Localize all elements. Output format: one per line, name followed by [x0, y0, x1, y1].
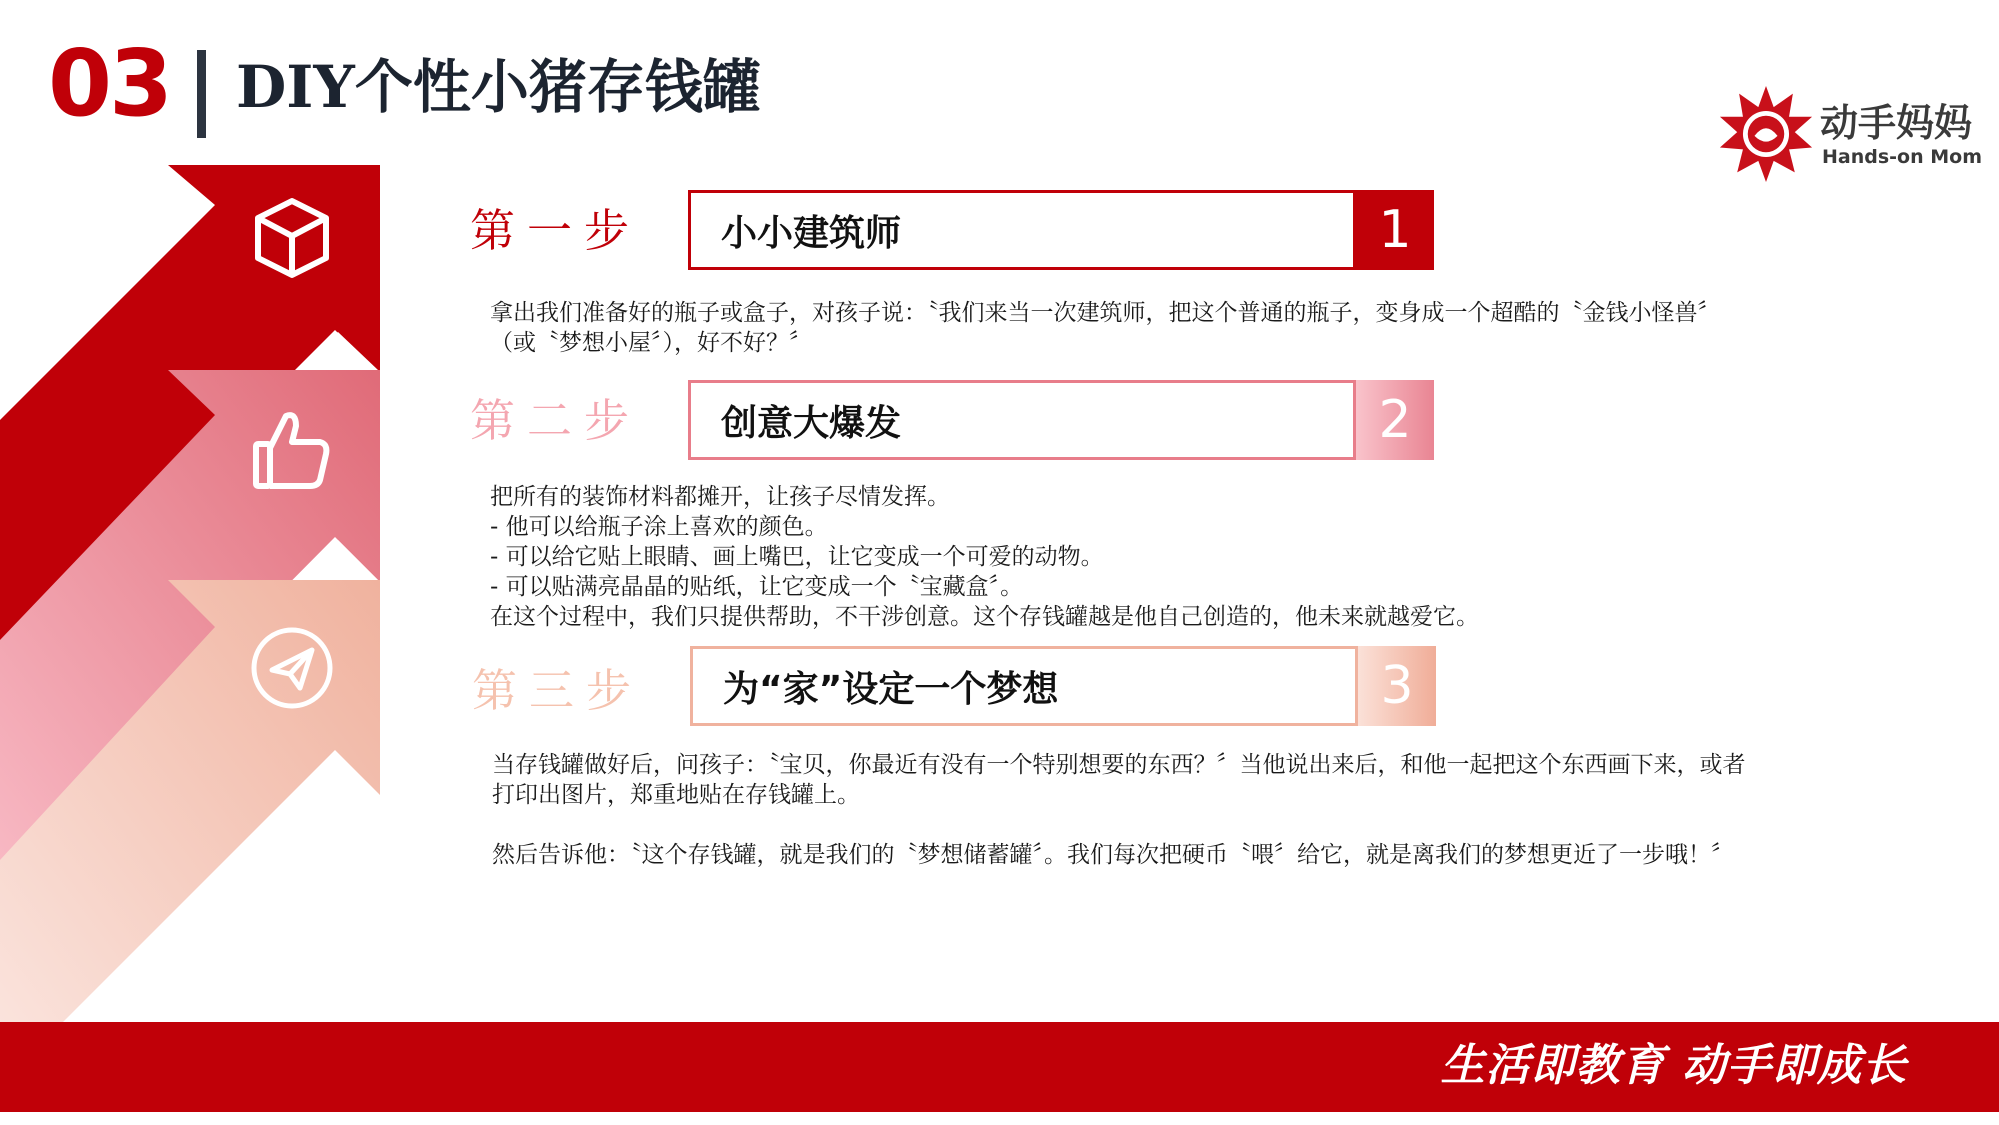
paper-plane-icon — [250, 626, 334, 710]
section-number: 03 — [48, 30, 171, 137]
step-3-description-2: 然后告诉他：〝这个存钱罐，就是我们的〝梦想储蓄罐〞。我们每次把硬币〝喂〞给它，就是离我们的梦想更近了一步哦！〞 — [492, 842, 1734, 868]
step-3-description: 当存钱罐做好后，问孩子：〝宝贝，你最近有没有一个特别想要的东西？〞当他说出来后，和他一起把这个东西画下来，或者 打印出图片，郑重地贴在存钱罐上。 — [492, 752, 1746, 808]
step-3-title-box — [690, 646, 1358, 726]
step-1-number: 1 — [1356, 190, 1434, 270]
step-2-description: 把所有的装饰材料都摊开，让孩子尽情发挥。 - 他可以给瓶子涂上喜欢的颜色。 - 可以给它贴上眼睛、画上嘴巴，让它变成一个可爱的动物。 - 可以贴满亮晶晶的贴纸，让它变成一个〝宝藏盒〞。 在这个过程中，我们只提供帮助，不干涉创意。这个存钱罐越是他自己创造的，他未来就越爱它。 — [490, 484, 1479, 630]
footer-bottom-stripe — [0, 1112, 1999, 1125]
step-2-number: 2 — [1356, 380, 1434, 460]
step-1-title-box — [688, 190, 1356, 270]
step-1-label: 第一步 — [470, 204, 642, 257]
logo-sun-icon — [1718, 86, 1814, 182]
page-title: DIY个性小猪存钱罐 — [236, 53, 761, 121]
step-2-label: 第二步 — [470, 394, 642, 447]
step-3-title: 为“家”设定一个梦想 — [723, 668, 1059, 710]
cube-icon — [252, 196, 332, 280]
title-divider — [197, 50, 206, 138]
footer-slogan: 生活即教育 动手即成长 — [1440, 1040, 1907, 1091]
logo-name-cn: 动手妈妈 — [1820, 101, 1973, 145]
thumbs-up-icon — [252, 408, 330, 492]
logo-name-en: Hands-on Mom — [1822, 146, 1982, 168]
step-3-number: 3 — [1358, 646, 1436, 726]
step-3-label: 第三步 — [472, 664, 644, 717]
step-1-title: 小小建筑师 — [721, 212, 902, 254]
step-2-title-box — [688, 380, 1356, 460]
step-2-title: 创意大爆发 — [721, 402, 902, 444]
step-1-description: 拿出我们准备好的瓶子或盒子，对孩子说：〝我们来当一次建筑师，把这个普通的瓶子，变身成一个超酷的〝金钱小怪兽〞 （或〝梦想小屋〞），好不好？〞 — [490, 300, 1721, 356]
